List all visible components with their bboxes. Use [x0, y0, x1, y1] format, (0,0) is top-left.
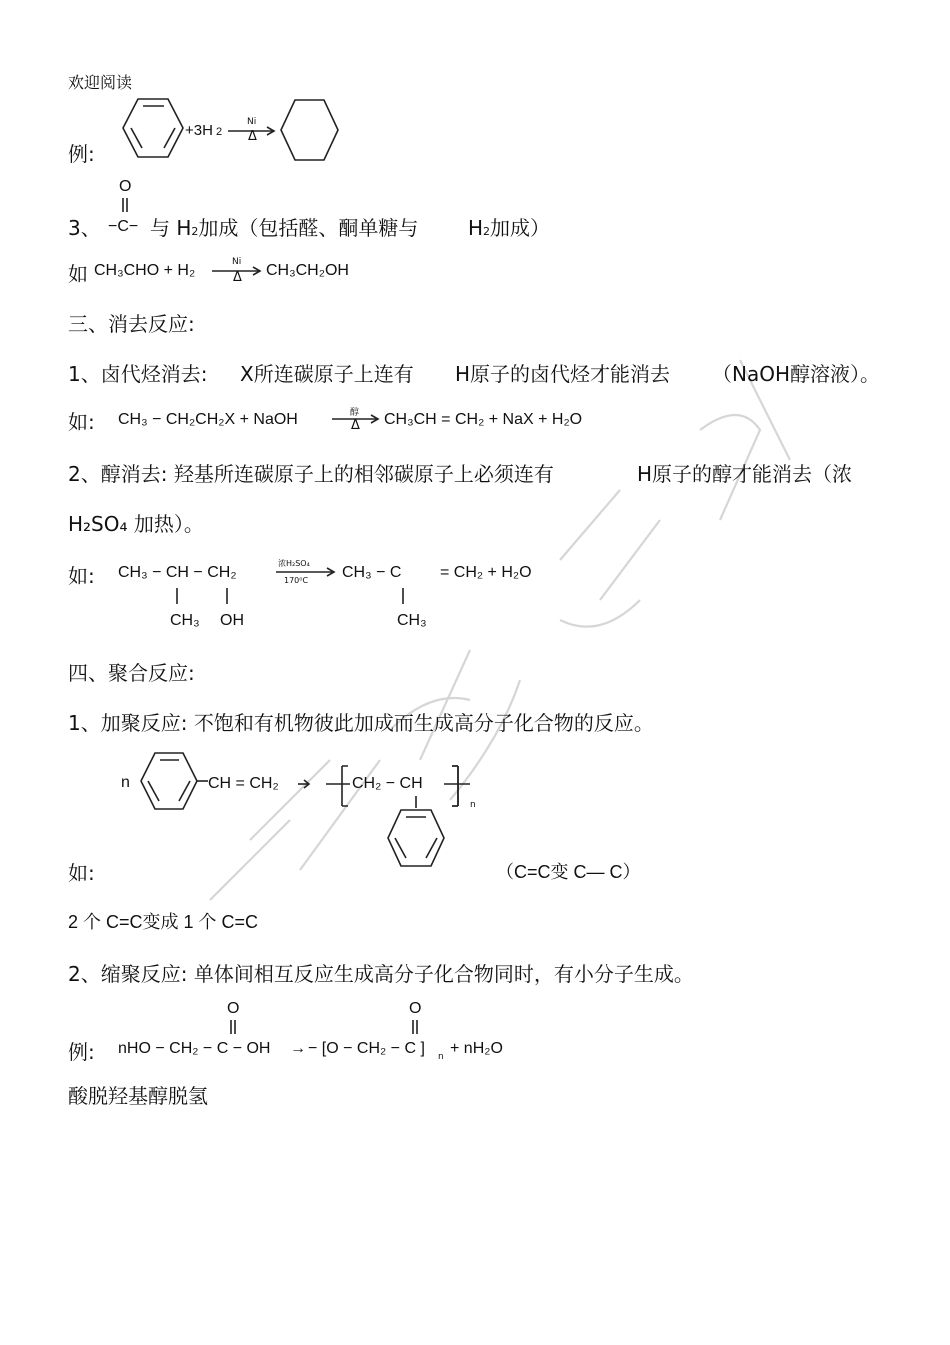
elim1-ex-rhs: CH₃CH = CH₂ + NaX + H₂O — [384, 411, 583, 428]
ex2-heat: Δ — [233, 270, 242, 285]
poly1-monomer: CH = CH₂ — [208, 775, 279, 792]
double-bond-icon — [228, 1020, 428, 1038]
sec3-text: 与 H2加成（包括醛、酮单糖与 — [150, 216, 419, 240]
poly1-chain: CH₂ − CH — [352, 775, 423, 792]
elim1-ex-lhs: CH₃ − CH₂CH₂X + NaOH — [118, 411, 298, 428]
poly2-water: + nH₂O — [450, 1040, 503, 1057]
pendant-benzene-ring-icon — [382, 796, 452, 886]
elim2-p2: H原子的醇才能消去（浓 — [637, 462, 853, 486]
ex1-catalyst: Ni — [247, 117, 257, 127]
poly1-bond-note: 2 个 C=C变成 1 个 C=C — [68, 912, 259, 932]
poly2-oxygen-2: O — [409, 1000, 422, 1017]
sec3-text-b: H2加成） — [468, 216, 551, 240]
poly2-arrow: → — [290, 1040, 306, 1057]
elim1-ex-heat: Δ — [351, 418, 360, 433]
poly2-ex-label: 例: — [68, 1040, 95, 1064]
elim2-ex-cond-bottom: 170⁰C — [284, 576, 309, 585]
elim1-p1: 1、卤代烃消去: — [68, 362, 208, 386]
elim1-p2: X所连碳原子上连有 — [240, 362, 414, 386]
benzene-ring-icon — [136, 750, 216, 818]
double-bond-icon — [120, 198, 130, 214]
poly2-title: 2、缩聚反应: 单体间相互反应生成高分子化合物同时，有小分子生成。 — [68, 962, 694, 986]
section-elimination-title: 三、消去反应: — [68, 312, 195, 336]
ex1-reagent: +3H 2 — [185, 122, 223, 139]
carbonyl-group: −C− — [108, 218, 139, 235]
poly2-lhs: nHO − CH₂ − C − OH — [118, 1040, 271, 1057]
poly2-n-sub: n — [438, 1052, 444, 1062]
elim2-ex-lhs: CH₃ − CH − CH₂ — [118, 564, 237, 581]
poly2-rhs: − [O − CH₂ − C ] — [308, 1040, 425, 1057]
ex1-label: 例: — [68, 142, 95, 166]
elim2-p3: H₂SO₄ 加热）。 — [68, 512, 204, 536]
footer-text: 酸脱羟基醇脱氢 — [68, 1084, 208, 1108]
cyclohexane-ring-icon — [280, 98, 342, 168]
elim2-ex-sub1: CH₃ — [170, 612, 200, 629]
elim1-p3: H原子的卤代烃才能消去 — [455, 362, 671, 386]
sec3-num: 3、 — [68, 216, 101, 240]
ex2-rhs: CH₃CH₂OH — [266, 262, 349, 279]
carbonyl-oxygen: O — [119, 178, 132, 195]
elim2-ex-cond-top: 浓H₂SO₄ — [278, 559, 310, 568]
elim1-ex-label: 如: — [68, 410, 95, 434]
poly1-ex-label: 如: — [68, 861, 95, 885]
substituent-bonds-icon — [170, 588, 470, 608]
elim2-ex-sub2: OH — [220, 612, 244, 629]
ex1-heat: Δ — [248, 129, 257, 144]
poly1-note: （C=C变 C— C） — [496, 862, 641, 882]
elim2-ex-sub3: CH₃ — [397, 612, 427, 629]
elim1-p4: （NaOH醇溶液）。 — [712, 362, 880, 386]
elim2-ex-rhs2: = CH₂ + H₂O — [440, 564, 532, 581]
poly1-n: n — [121, 774, 130, 791]
poly1-title: 1、加聚反应: 不饱和有机物彼此加成而生成高分子化合物的反应。 — [68, 711, 654, 735]
poly1-n-sub: n — [470, 800, 476, 810]
elim2-p1: 2、醇消去: 羟基所连碳原子上的相邻碳原子上必须连有 — [68, 462, 554, 486]
section-polymerization-title: 四、聚合反应: — [68, 661, 195, 685]
ex2-catalyst: Ni — [232, 257, 242, 267]
elim2-ex-label: 如: — [68, 564, 95, 588]
elim1-ex-cond: 醇 — [350, 408, 360, 418]
poly2-oxygen-1: O — [227, 1000, 240, 1017]
elim2-ex-rhs: CH₃ − C — [342, 564, 402, 581]
header-text: 欢迎阅读 — [68, 73, 133, 92]
ex2-label: 如 — [68, 262, 88, 286]
ex2-lhs: CH₃CHO + H₂ — [94, 262, 196, 279]
